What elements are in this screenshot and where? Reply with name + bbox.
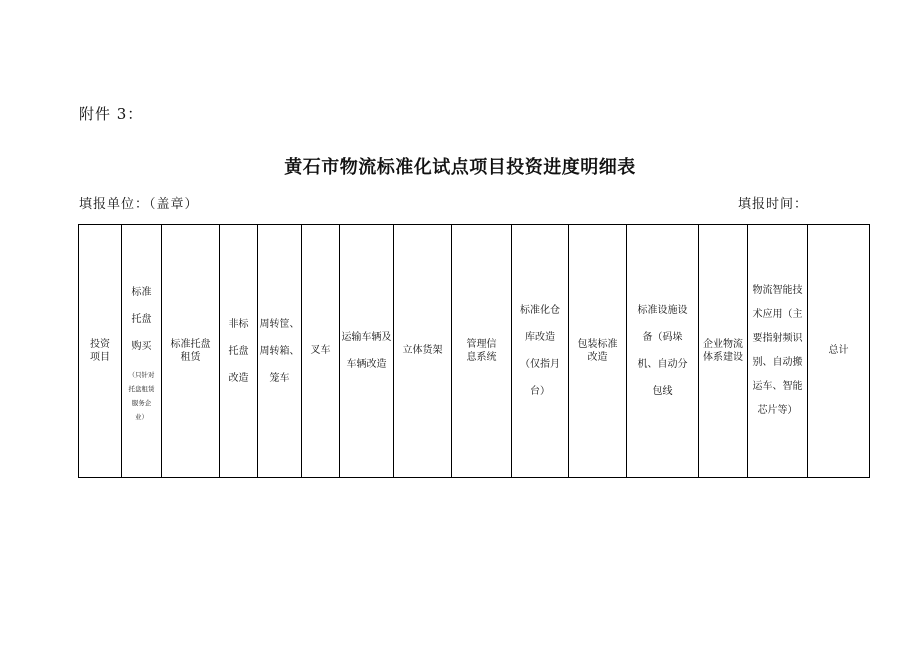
- investment-progress-table: [78, 224, 870, 478]
- col-pallet-buy-note: （只针对托盘租赁服务企业）: [128, 370, 155, 421]
- col-nonstd-pallet: 非标托盘改造: [220, 225, 258, 478]
- col-pallet-buy: [122, 225, 162, 478]
- col-total: 总计: [808, 225, 870, 478]
- col-warehouse: 标准化仓库改造（仅指月台）: [512, 225, 569, 478]
- attachment-label: 附件 3：: [79, 105, 144, 123]
- col-pallet-buy-label: 标准托盘购买: [131, 286, 152, 352]
- col-vehicle: 运输车辆及车辆改造: [340, 225, 394, 478]
- col-smart-tech: 物流智能技术应用（主要指射频识别、自动搬运车、智能芯片等）: [748, 225, 808, 478]
- fill-time-label: 填报时间：: [738, 197, 809, 212]
- col-facility: 标准设施设备（码垛机、自动分包线: [627, 225, 699, 478]
- col-logistics-system: 企业物流体系建设: [699, 225, 748, 478]
- col-info-system: 管理信息系统: [452, 225, 512, 478]
- col-turnover: 周转筐、周转箱、笼车: [258, 225, 302, 478]
- col-pallet-lease: 标准托盘租赁: [162, 225, 220, 478]
- col-packaging: 包装标准改造: [569, 225, 627, 478]
- document-title: 黄石市物流标准化试点项目投资进度明细表: [284, 157, 636, 178]
- col-project: 投资项目: [79, 225, 122, 478]
- table-header-row: [79, 225, 870, 478]
- col-shelf: 立体货架: [394, 225, 452, 478]
- fill-unit-label: 填报单位：（盖章）: [79, 197, 199, 212]
- col-forklift: 叉车: [302, 225, 340, 478]
